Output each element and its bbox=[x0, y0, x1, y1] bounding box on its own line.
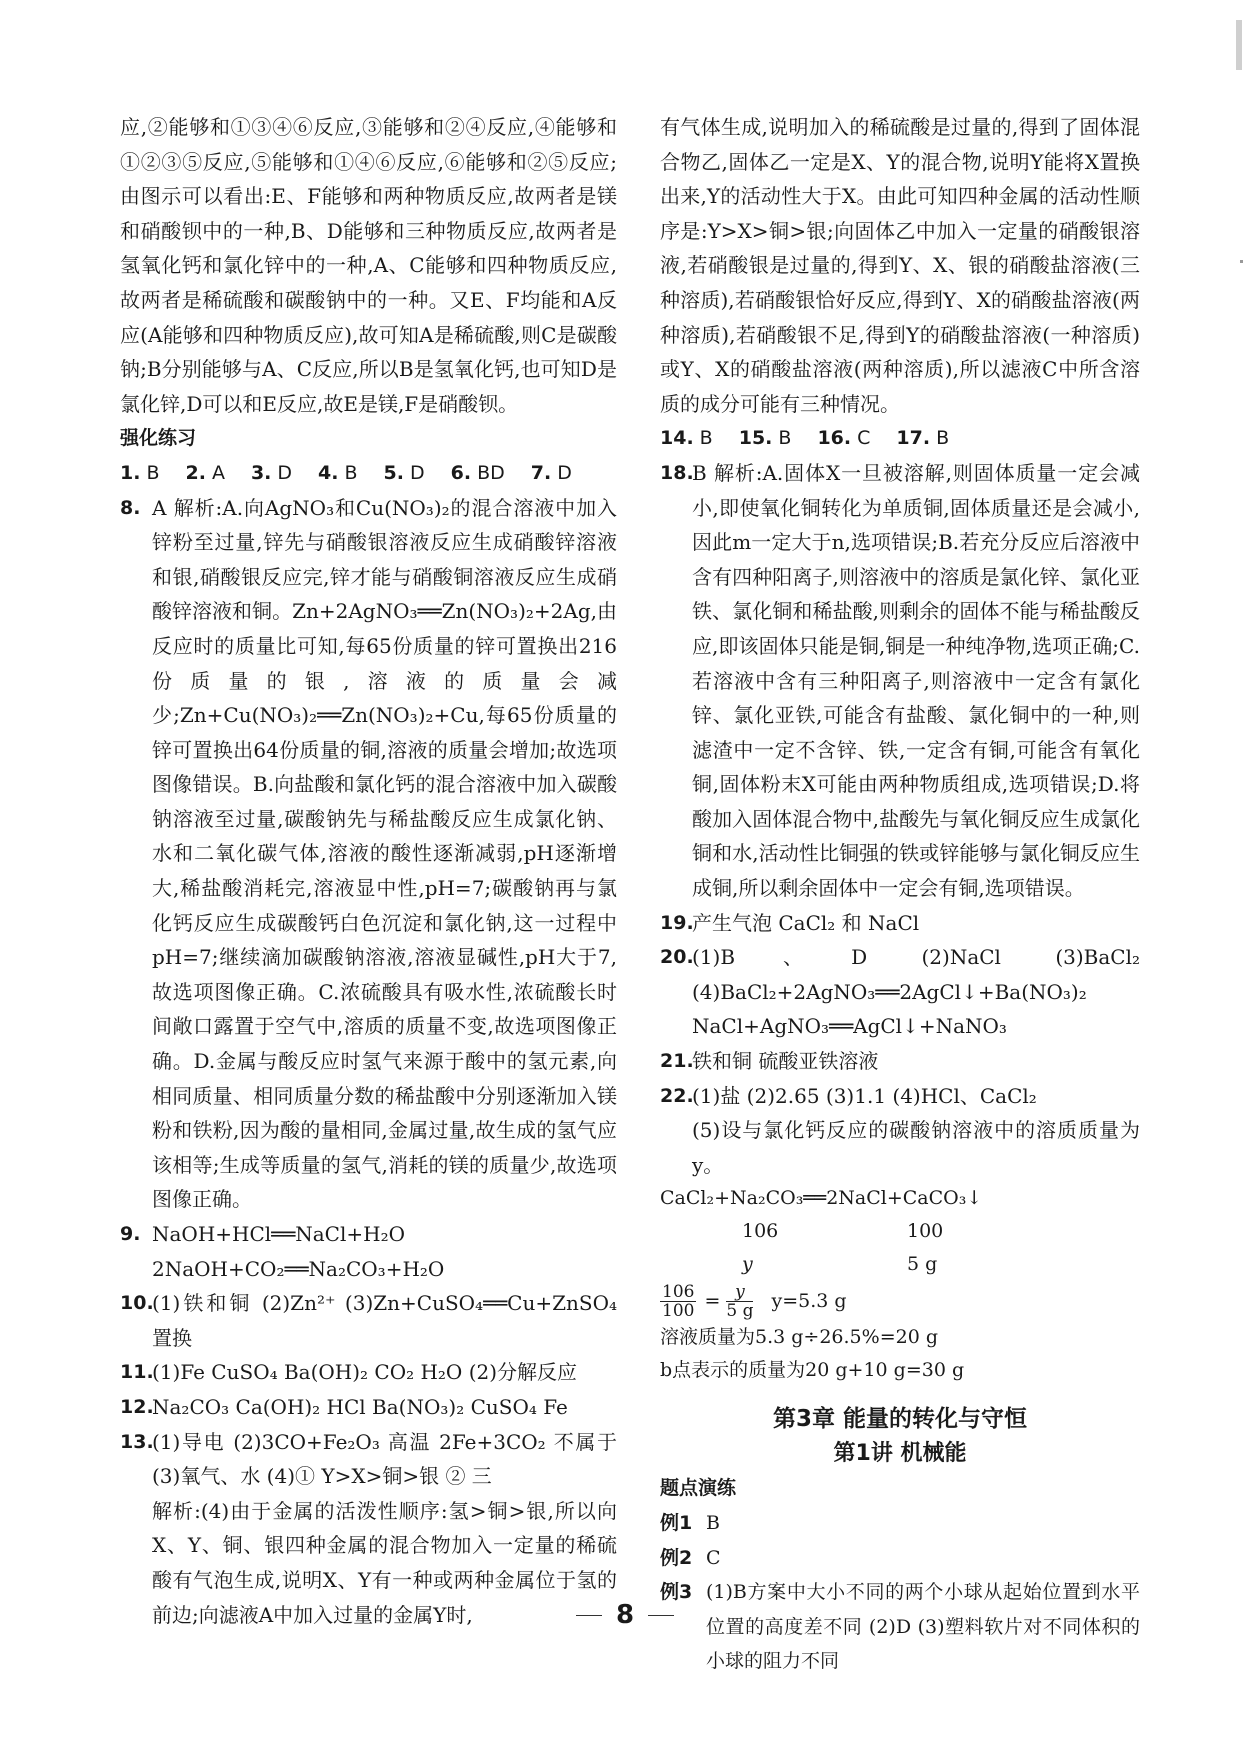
answer-num: 3. bbox=[250, 461, 272, 484]
question-22 bbox=[660, 1079, 1140, 1183]
example-label: 例2 bbox=[660, 1546, 693, 1569]
question-number: 11. bbox=[120, 1361, 154, 1384]
question-8 bbox=[120, 491, 617, 1217]
right-column bbox=[660, 110, 1140, 1679]
question-21 bbox=[660, 1044, 1140, 1079]
question-body: (1)Fe CuSO₄ Ba(OH)₂ CO₂ H₂O (2)分解反应 bbox=[152, 1360, 578, 1385]
question-12 bbox=[120, 1390, 617, 1425]
answer-num: 7. bbox=[530, 461, 552, 484]
question-18 bbox=[660, 456, 1140, 906]
fraction-106-100 bbox=[660, 1283, 696, 1320]
answer-num: 15. bbox=[738, 427, 773, 450]
question-number: 9. bbox=[120, 1223, 141, 1245]
drill-heading: 题点演练 bbox=[660, 1477, 737, 1500]
answer-val: D bbox=[410, 461, 425, 484]
page-footer bbox=[0, 1600, 1250, 1630]
mass-100: 100 bbox=[907, 1220, 944, 1243]
answer-num: 14. bbox=[660, 427, 694, 450]
question-body: NaOH+HCl══NaCl+H₂O 2NaOH+CO₂══Na₂CO₃+H₂O bbox=[152, 1222, 445, 1281]
answer-num: 6. bbox=[450, 461, 472, 484]
fraction-line bbox=[660, 1281, 1140, 1321]
example-2 bbox=[660, 1541, 1140, 1576]
left-column bbox=[120, 110, 617, 1632]
answer-val: C bbox=[857, 427, 871, 450]
question-number: 18. bbox=[660, 461, 694, 484]
q22-part5: (5)设与氯化钙反应的碳酸钠溶液中的溶质质量为y。 bbox=[692, 1118, 1140, 1177]
answer-val: D bbox=[557, 461, 572, 484]
binding-edge-mark bbox=[1236, 20, 1242, 70]
answer-num: 5. bbox=[383, 461, 404, 484]
example-label: 例1 bbox=[660, 1512, 693, 1534]
question-number: 13. bbox=[120, 1430, 154, 1453]
answer-val: B bbox=[344, 461, 358, 484]
result-y: y=5.3 g bbox=[771, 1290, 847, 1313]
question-number: 22. bbox=[660, 1084, 694, 1107]
question-body bbox=[692, 1079, 1140, 1183]
q13-answers: (1)导电 (2)3CO+Fe₂O₃ 高温 2Fe+3CO₂ 不属于 (3)氧气、水 (4)① Y>X>铜>银 ② 三 bbox=[152, 1429, 617, 1489]
question-20 bbox=[660, 940, 1140, 1044]
example-label: 例3 bbox=[660, 1581, 693, 1604]
answer-val: B bbox=[778, 427, 792, 450]
footer-dash-right bbox=[648, 1615, 674, 1616]
equation-line: CaCl₂+Na₂CO₃══2NaCl+CaCO₃↓ bbox=[660, 1187, 983, 1210]
question-body: 产生气泡 CaCl₂ 和 NaCl bbox=[692, 910, 920, 935]
var-y: y bbox=[742, 1253, 753, 1276]
question-body: A 解析:A.向AgNO₃和Cu(NO₃)₂的混合溶液中加入锌粉至过量,锌先与硝酸银溶液反应生成硝酸锌溶液和银,硝酸银反应完,锌才能与硝酸铜溶液反应生成硝酸锌溶液和铜。Zn+2AgNO₃══Zn(NO₃)₂+2Ag,由反应时的质量比可知,每65份质量的锌可置换出216份质量的银,溶液的质量会减少;Zn+Cu(NO₃)₂══Zn(NO₃)₂+Cu,每65份质量的锌可置换出64份质量的铜,溶液的质量会增加;故选项图像错误。B.向盐酸和氯化钙的混合溶液中加入碳酸钠溶液至过量,碳酸钠先与稀盐酸反应生成氯化钠、水和二氧化碳气体,溶液的酸性逐渐减弱,pH逐渐增大,稀盐酸消耗完,溶液显中性,pH=7;碳酸钠再与氯化钙反应生成碳酸钙白色沉淀和氯化钠,这一过程中pH=7;继续滴加碳酸钠溶液,溶液显碱性,pH大于7,故选项图像正确。C.浓硫酸具有吸水性,浓硫酸长时间敞口露置于空气中,溶质的质量不变,故选项图像正确。D.金属与酸反应时氢气来源于酸中的氢元素,向相同质量、相同质量分数的稀盐酸中分别逐渐加入镁粉和铁粉,因为酸的量相同,金属过量,故生成的氢气应该相等;生成等质量的氢气,消耗的镁的质量少,故选项图像正确。 bbox=[152, 495, 617, 1212]
mass-5g: 5 g bbox=[907, 1253, 938, 1276]
question-number: 12. bbox=[120, 1395, 154, 1418]
lesson-title: 第1讲 机械能 bbox=[833, 1441, 967, 1467]
frac2-top: y bbox=[726, 1283, 753, 1302]
section-heading: 强化练习 bbox=[120, 427, 197, 450]
answer-val: B bbox=[699, 427, 713, 450]
binding-edge-dot bbox=[1240, 260, 1243, 263]
answer-num: 2. bbox=[185, 461, 206, 484]
answer-val: B bbox=[146, 461, 160, 484]
frac1-bottom: 100 bbox=[662, 1300, 695, 1321]
example-answer: B bbox=[706, 1512, 720, 1534]
question-body: (1)铁和铜 (2)Zn²⁺ (3)Zn+CuSO₄══Cu+ZnSO₄ 置换 bbox=[152, 1291, 617, 1350]
left-continued-paragraph: 应,②能够和①③④⑥反应,③能够和②④反应,④能够和①②③⑤反应,⑤能够和①④⑥反应,⑥能够和②⑤反应;由图示可以看出:E、F能够和两种物质反应,故两者是镁和硝酸钡中的一种,B、D能够和三种物质反应,故两者是氢氧化钙和氯化锌中的一种,A、C能够和四种物质反应,故两者是稀硫酸和碳酸钠中的一种。又E、F均能和A反应(A能够和四种物质反应),故可知A是稀硫酸,则C是碳酸钠;B分别能够与A、C反应,所以B是氢氧化钙,也可知D是氯化锌,D可以和E反应,故E是镁,F是硝酸钡。 bbox=[120, 115, 617, 416]
answer-num: 16. bbox=[817, 427, 852, 450]
chapter-title: 第3章 能量的转化与守恒 bbox=[772, 1406, 1027, 1433]
point-b-mass: b点表示的质量为20 g+10 g=30 g bbox=[660, 1359, 965, 1382]
answers-1-7 bbox=[120, 456, 617, 491]
answer-val: D bbox=[277, 461, 293, 484]
answer-num: 17. bbox=[896, 427, 931, 450]
question-number: 8. bbox=[120, 496, 141, 519]
question-10 bbox=[120, 1286, 617, 1355]
frac2-bottom: 5 g bbox=[726, 1300, 754, 1321]
q22-answers: (1)盐 (2)2.65 (3)1.1 (4)HCl、CaCl₂ bbox=[692, 1083, 1037, 1108]
footer-dash-left bbox=[576, 1615, 602, 1616]
question-body: B 解析:A.固体X一旦被溶解,则固体质量一定会减小,即使氧化铜转化为单质铜,固体质量还是会减小,因此m一定大于n,选项错误;B.若充分反应后溶液中含有四种阳离子,则溶液中的溶质是氯化锌、氯化亚铁、氯化铜和稀盐酸,则剩余的固体不能与稀盐酸反应,即该固体只能是铜,铜是一种纯净物,选项正确;C.若溶液中含有三种阳离子,则溶液中一定含有氯化锌、氯化亚铁,可能含有盐酸、氯化铜中的一种,则滤渣中一定不含锌、铁,一定含有铜,可能含有氧化铜,固体粉末X可能由两种物质组成,选项错误;D.将酸加入固体混合物中,盐酸先与氧化铜反应生成氯化铜和水,活动性比铜强的铁或锌能够与氯化铜反应生成铜,所以剩余固体中一定会有铜,选项错误。 bbox=[692, 460, 1140, 901]
question-body: (1)B、D (2)NaCl (3)BaCl₂ (4)BaCl₂+2AgNO₃══2AgCl↓+Ba(NO₃)₂ NaCl+AgNO₃══AgCl↓+NaNO₃ bbox=[692, 945, 1140, 1039]
unknown-row bbox=[660, 1248, 1140, 1281]
answer-num: 4. bbox=[318, 461, 339, 484]
answer-val: B bbox=[936, 427, 950, 450]
answers-14-17 bbox=[660, 421, 1140, 456]
question-body: Na₂CO₃ Ca(OH)₂ HCl Ba(NO₃)₂ CuSO₄ Fe bbox=[152, 1394, 568, 1419]
q13-analysis: 解析:(4)由于金属的活泼性顺序:氢>铜>银,所以向X、Y、铜、银四种金属的混合物加入一定量的稀硫酸有气泡生成,说明X、Y有一种或两种金属位于氢的前边;向滤液A中加入过量的金属Y时, bbox=[152, 1498, 617, 1627]
example-answer: (1)B方案中大小不同的两个小球从起始位置到水平位置的高度差不同 (2)D (3)塑料软片对不同体积的小球的阻力不同 bbox=[706, 1581, 1140, 1673]
frac1-top: 106 bbox=[662, 1281, 695, 1302]
molar-mass-row bbox=[660, 1215, 1140, 1248]
question-19 bbox=[660, 906, 1140, 941]
page-number: 8 bbox=[615, 1600, 635, 1630]
answer-val: A bbox=[211, 461, 225, 484]
question-number: 19. bbox=[660, 911, 694, 934]
answer-num: 1. bbox=[120, 461, 141, 484]
question-number: 10. bbox=[120, 1292, 154, 1315]
mass-106: 106 bbox=[742, 1220, 779, 1243]
question-body: 铁和铜 硫酸亚铁溶液 bbox=[692, 1049, 879, 1074]
answer-val: BD bbox=[477, 461, 505, 484]
example-1 bbox=[660, 1506, 1140, 1541]
fraction-y-5g bbox=[726, 1283, 753, 1320]
equals: = bbox=[704, 1290, 721, 1313]
right-continued-paragraph: 有气体生成,说明加入的稀硫酸是过量的,得到了固体混合物乙,固体乙一定是X、Y的混合物,说明Y能将X置换出来,Y的活动性大于X。由此可知四种金属的活动性顺序是:Y>X>铜>银;向固体乙中加入一定量的硝酸银溶液,若硝酸银是过量的,得到Y、X、银的硝酸盐溶液(三种溶质),若硝酸银恰好反应,得到Y、X的硝酸盐溶液(两种溶质),若硝酸银不足,得到Y的硝酸盐溶液(一种溶质)或Y、X的硝酸盐溶液(两种溶质),所以滤液C中所含溶质的成分可能有三种情况。 bbox=[660, 115, 1140, 416]
question-11 bbox=[120, 1355, 617, 1390]
question-number: 21. bbox=[660, 1050, 694, 1073]
question-number: 20. bbox=[660, 946, 694, 969]
solution-mass: 溶液质量为5.3 g÷26.5%=20 g bbox=[660, 1326, 938, 1349]
question-9 bbox=[120, 1217, 617, 1286]
example-answer: C bbox=[706, 1546, 721, 1569]
